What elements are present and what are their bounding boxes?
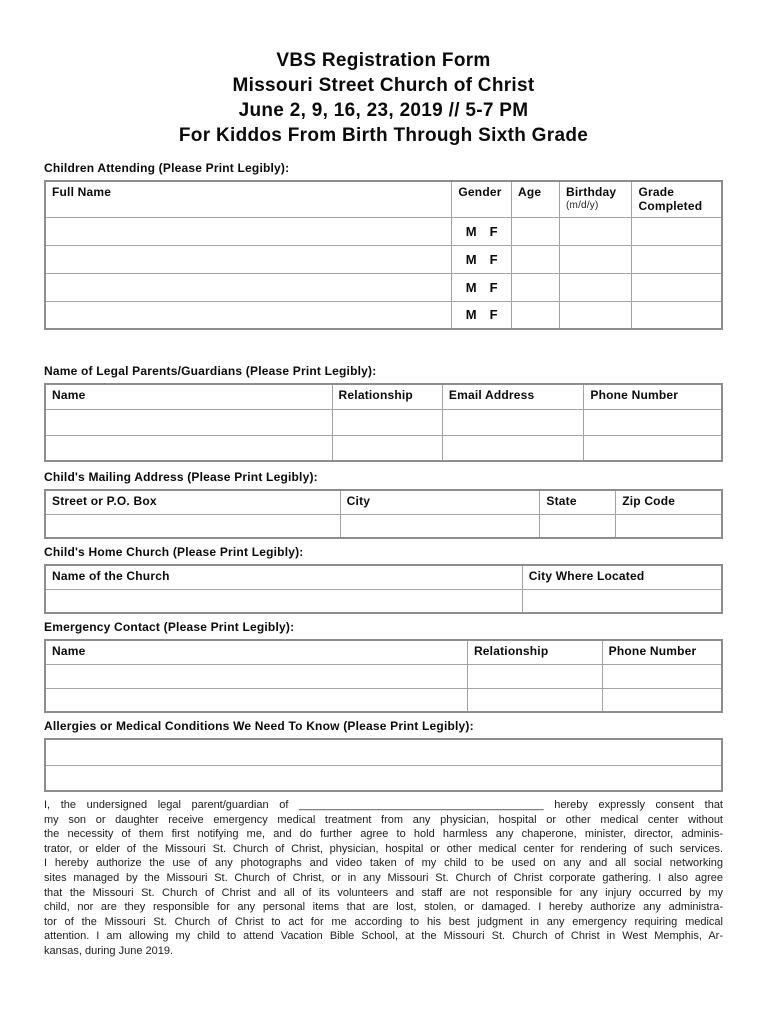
guardians-table (44, 383, 723, 462)
street-cell[interactable] (45, 514, 340, 538)
gender-header: Gender (452, 181, 512, 217)
grade-completed-cell[interactable] (632, 245, 722, 273)
full-name-cell[interactable] (45, 217, 452, 245)
emergency-name-cell[interactable] (45, 664, 467, 688)
allergies-cell[interactable] (45, 765, 722, 791)
consent-line: child, nor are they responsible for any personal items that are lost, stolen, or damaged. I hereby authorize any administra- (44, 901, 723, 914)
emergency-phone-cell[interactable] (602, 688, 722, 712)
guardian-relationship-cell[interactable] (332, 409, 442, 435)
allergies-table (44, 738, 723, 792)
street-header: Street or P.O. Box (45, 490, 340, 514)
mailing-address-header-row (45, 490, 722, 514)
emergency-phone-header: Phone Number (602, 640, 722, 664)
emergency-contact-row (45, 688, 722, 712)
form-title-line-1: VBS Registration Form (276, 50, 491, 71)
children-table-header-row (45, 181, 722, 217)
birthday-cell[interactable] (560, 245, 632, 273)
gender-option-male[interactable]: M (465, 279, 477, 295)
home-church-header-row (45, 565, 722, 589)
home-church-label: Child's Home Church (Please Print Legibly): (44, 545, 304, 559)
city-cell[interactable] (340, 514, 540, 538)
allergies-label: Allergies or Medical Conditions We Need To Know (Please Print Legibly): (44, 719, 474, 733)
guardians-table-header-row (45, 384, 722, 409)
church-name-header: Name of the Church (45, 565, 522, 589)
form-title-line-3: June 2, 9, 16, 23, 2019 // 5-7 PM (238, 100, 529, 121)
gender-cell (452, 217, 512, 245)
consent-line: trator, or elder of the Missouri St. Church of Christ, physician, hospital or other medical center for rendering of such services. (44, 842, 723, 855)
emergency-contact-header-row (45, 640, 722, 664)
consent-line: my son or daughter receive emergency medical treatment from any physician, hospital or other medical center without (44, 813, 723, 826)
grade-completed-header: Grade Completed (632, 181, 722, 217)
children-table-row (45, 217, 722, 245)
emergency-contact-row (45, 664, 722, 688)
form-title-line-2: Missouri Street Church of Christ (232, 75, 535, 96)
children-table-row (45, 301, 722, 329)
consent-line: that the Missouri St. Church of Christ and all of its volunteers and staff are not responsible for any injury occurred by my (44, 886, 723, 899)
full-name-cell[interactable] (45, 273, 452, 301)
gender-option-male[interactable]: M (465, 307, 477, 323)
birthday-header-label: Birthday (566, 185, 617, 199)
gender-cell (452, 245, 512, 273)
zip-header: Zip Code (616, 490, 722, 514)
guardian-name-header: Name (45, 384, 332, 409)
state-cell[interactable] (540, 514, 616, 538)
age-cell[interactable] (511, 301, 559, 329)
consent-line: I hereby authorize the use of any photographs and video taken of my child to be used on any and all social networking (44, 857, 723, 870)
guardian-relationship-header: Relationship (332, 384, 442, 409)
guardians-table-row (45, 435, 722, 461)
gender-option-female[interactable]: F (489, 307, 498, 323)
guardian-phone-cell[interactable] (584, 435, 722, 461)
emergency-relationship-cell[interactable] (467, 688, 602, 712)
emergency-name-cell[interactable] (45, 688, 467, 712)
church-name-cell[interactable] (45, 589, 522, 613)
guardian-email-cell[interactable] (442, 409, 583, 435)
children-table-row (45, 273, 722, 301)
consent-line: I, the undersigned legal parent/guardian of ________________________________________ hereby expressly consent that (44, 799, 723, 811)
allergies-cell[interactable] (45, 739, 722, 765)
mailing-address-label: Child's Mailing Address (Please Print Legibly): (44, 470, 318, 484)
form-title (44, 48, 723, 148)
church-city-cell[interactable] (522, 589, 722, 613)
birthday-header (560, 181, 632, 217)
age-header: Age (511, 181, 559, 217)
gender-option-male[interactable]: M (465, 251, 477, 267)
consent-line: sites managed by the Missouri St. Church of Christ, or in any Missouri St. Church of Christ corporate gathering. I also agree (44, 871, 723, 884)
emergency-phone-cell[interactable] (602, 664, 722, 688)
guardian-phone-header: Phone Number (584, 384, 722, 409)
emergency-relationship-cell[interactable] (467, 664, 602, 688)
city-header: City (340, 490, 540, 514)
grade-completed-cell[interactable] (632, 301, 722, 329)
mailing-address-row (45, 514, 722, 538)
age-cell[interactable] (511, 245, 559, 273)
children-section-label: Children Attending (Please Print Legibly): (44, 161, 290, 175)
consent-line: the necessity of them first notifying me, and do further agree to hold harmless any chaperone, minister, director, adminis- (44, 828, 723, 841)
birthday-cell[interactable] (560, 301, 632, 329)
home-church-row (45, 589, 722, 613)
grade-completed-cell[interactable] (632, 217, 722, 245)
emergency-contact-label: Emergency Contact (Please Print Legibly): (44, 620, 295, 634)
mailing-address-table (44, 489, 723, 539)
guardians-section (44, 364, 723, 462)
allergies-row (45, 765, 722, 791)
guardians-table-row (45, 409, 722, 435)
birthday-cell[interactable] (560, 273, 632, 301)
birthday-cell[interactable] (560, 217, 632, 245)
gender-cell (452, 273, 512, 301)
gender-cell (452, 301, 512, 329)
guardian-phone-cell[interactable] (584, 409, 722, 435)
full-name-cell[interactable] (45, 301, 452, 329)
form-title-line-4: For Kiddos From Birth Through Sixth Grade (178, 125, 589, 146)
children-table (44, 180, 723, 330)
age-cell[interactable] (511, 273, 559, 301)
guardian-email-header: Email Address (442, 384, 583, 409)
state-header: State (540, 490, 616, 514)
guardian-name-cell[interactable] (45, 409, 332, 435)
emergency-relationship-header: Relationship (467, 640, 602, 664)
children-attending-section (44, 161, 723, 330)
emergency-contact-table (44, 639, 723, 713)
birthday-format-hint: (m/d/y) (566, 200, 599, 211)
gender-option-female[interactable]: F (489, 279, 498, 295)
allergies-section (44, 719, 723, 792)
guardians-section-label: Name of Legal Parents/Guardians (Please Print Legibly): (44, 364, 377, 378)
gender-option-male[interactable]: M (465, 223, 477, 239)
full-name-header: Full Name (45, 181, 452, 217)
gender-option-female[interactable]: F (489, 251, 498, 267)
zip-cell[interactable] (616, 514, 722, 538)
home-church-section (44, 545, 723, 614)
full-name-cell[interactable] (45, 245, 452, 273)
emergency-contact-section (44, 620, 723, 713)
allergies-row (45, 739, 722, 765)
emergency-name-header: Name (45, 640, 467, 664)
guardian-name-cell[interactable] (45, 435, 332, 461)
guardian-relationship-cell[interactable] (332, 435, 442, 461)
consent-line: tor of the Missouri St. Church of Christ to act for me according to his best judgment in any emergency requiring medical (44, 915, 723, 928)
mailing-address-section (44, 470, 723, 539)
consent-paragraph (44, 798, 723, 959)
guardian-email-cell[interactable] (442, 435, 583, 461)
consent-line: kansas, during June 2019. (44, 944, 174, 957)
children-table-row (45, 245, 722, 273)
grade-completed-cell[interactable] (632, 273, 722, 301)
home-church-table (44, 564, 723, 614)
consent-line: attention. I am allowing my child to attend Vacation Bible School, at the Missouri St. Church of Christ in West Memphis, Ar- (44, 930, 723, 943)
church-city-header: City Where Located (522, 565, 722, 589)
age-cell[interactable] (511, 217, 559, 245)
gender-option-female[interactable]: F (489, 223, 498, 239)
